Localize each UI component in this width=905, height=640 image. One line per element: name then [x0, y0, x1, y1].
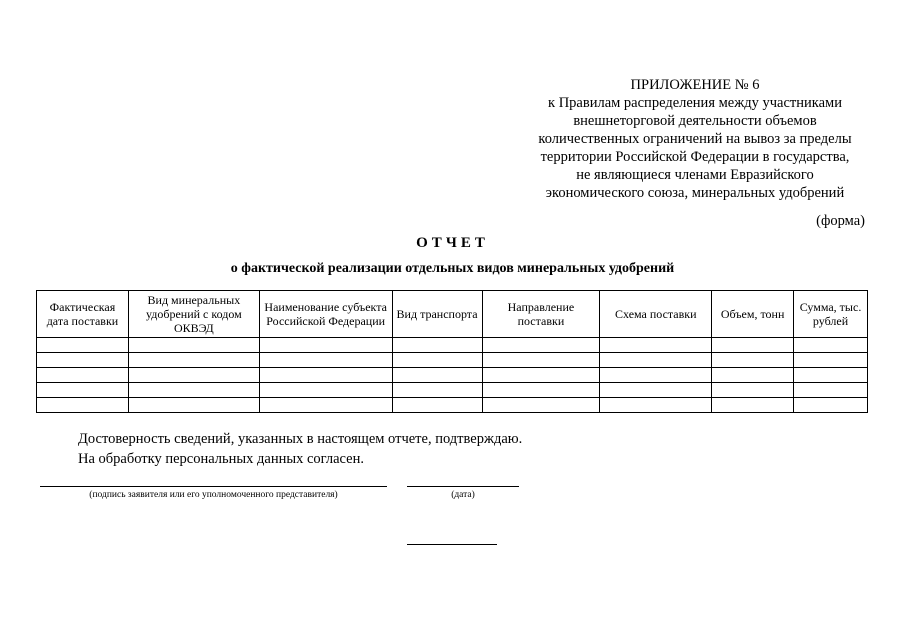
table-cell[interactable]	[712, 368, 794, 383]
report-table	[36, 290, 868, 413]
table-cell[interactable]	[128, 338, 259, 353]
signature-line[interactable]	[40, 486, 387, 487]
table-cell[interactable]	[392, 368, 482, 383]
table-cell[interactable]	[128, 398, 259, 413]
table-header-row	[37, 291, 868, 338]
table-row	[37, 353, 868, 368]
report-title: ОТЧЕТ	[416, 235, 489, 251]
appendix-line: количественных ограничений на вывоз за пределы	[538, 131, 852, 147]
table-cell[interactable]	[392, 398, 482, 413]
table-cell[interactable]	[794, 353, 868, 368]
table-cell[interactable]	[128, 383, 259, 398]
table-row	[37, 398, 868, 413]
table-cell[interactable]	[392, 353, 482, 368]
table-cell[interactable]	[482, 353, 600, 368]
signature-caption: (подпись заявителя или его уполномоченного представителя)	[89, 490, 338, 500]
appendix-block	[500, 76, 890, 202]
table-cell[interactable]	[600, 353, 712, 368]
column-header: Объем, тонн	[712, 291, 794, 338]
date-caption: (дата)	[451, 490, 475, 500]
table-cell[interactable]	[259, 353, 392, 368]
table-cell[interactable]	[600, 368, 712, 383]
table-cell[interactable]	[482, 398, 600, 413]
confirmation-line: Достоверность сведений, указанных в настоящем отчете, подтверждаю.	[78, 431, 523, 447]
confirmation-block	[78, 429, 522, 469]
table-cell[interactable]	[794, 368, 868, 383]
table-cell[interactable]	[259, 338, 392, 353]
table-cell[interactable]	[482, 383, 600, 398]
report-subtitle: о фактической реализации отдельных видов минеральных удобрений	[230, 261, 675, 276]
table-cell[interactable]	[37, 383, 129, 398]
table-cell[interactable]	[128, 353, 259, 368]
table-cell[interactable]	[392, 338, 482, 353]
table-cell[interactable]	[37, 368, 129, 383]
table-cell[interactable]	[794, 338, 868, 353]
table-row	[37, 383, 868, 398]
table-cell[interactable]	[712, 338, 794, 353]
extra-line	[407, 544, 497, 545]
table-cell[interactable]	[259, 368, 392, 383]
table-row	[37, 368, 868, 383]
table-body	[37, 338, 868, 413]
table-cell[interactable]	[600, 383, 712, 398]
table-cell[interactable]	[259, 383, 392, 398]
column-header: Фактическая дата поставки	[37, 291, 129, 338]
date-line[interactable]	[407, 486, 519, 487]
table-cell[interactable]	[794, 398, 868, 413]
table-cell[interactable]	[392, 383, 482, 398]
appendix-line: не являющиеся членами Евразийского	[576, 167, 814, 183]
table-cell[interactable]	[37, 338, 129, 353]
column-header: Вид минеральных удобрений с кодом ОКВЭД	[128, 291, 259, 338]
table-cell[interactable]	[482, 368, 600, 383]
appendix-line: ПРИЛОЖЕНИЕ № 6	[630, 77, 760, 93]
table-row	[37, 338, 868, 353]
appendix-line: к Правилам распределения между участниками	[548, 95, 842, 111]
consent-line: На обработку персональных данных согласен.	[78, 451, 364, 467]
table-cell[interactable]	[482, 338, 600, 353]
table-cell[interactable]	[794, 383, 868, 398]
column-header: Схема поставки	[600, 291, 712, 338]
appendix-line: экономического союза, минеральных удобрений	[545, 185, 845, 201]
form-note: (форма)	[816, 213, 865, 229]
table-cell[interactable]	[712, 383, 794, 398]
appendix-line: внешнеторговой деятельности объемов	[573, 113, 817, 129]
appendix-line: территории Российской Федерации в государства,	[540, 149, 850, 165]
table-cell[interactable]	[37, 353, 129, 368]
table-cell[interactable]	[600, 338, 712, 353]
table-cell[interactable]	[37, 398, 129, 413]
column-header: Сумма, тыс. рублей	[794, 291, 868, 338]
column-header: Направление поставки	[482, 291, 600, 338]
table-cell[interactable]	[712, 353, 794, 368]
table-cell[interactable]	[259, 398, 392, 413]
table-cell[interactable]	[128, 368, 259, 383]
column-header: Наименование субъекта Российской Федерации	[259, 291, 392, 338]
table-cell[interactable]	[712, 398, 794, 413]
table-cell[interactable]	[600, 398, 712, 413]
column-header: Вид транспорта	[392, 291, 482, 338]
